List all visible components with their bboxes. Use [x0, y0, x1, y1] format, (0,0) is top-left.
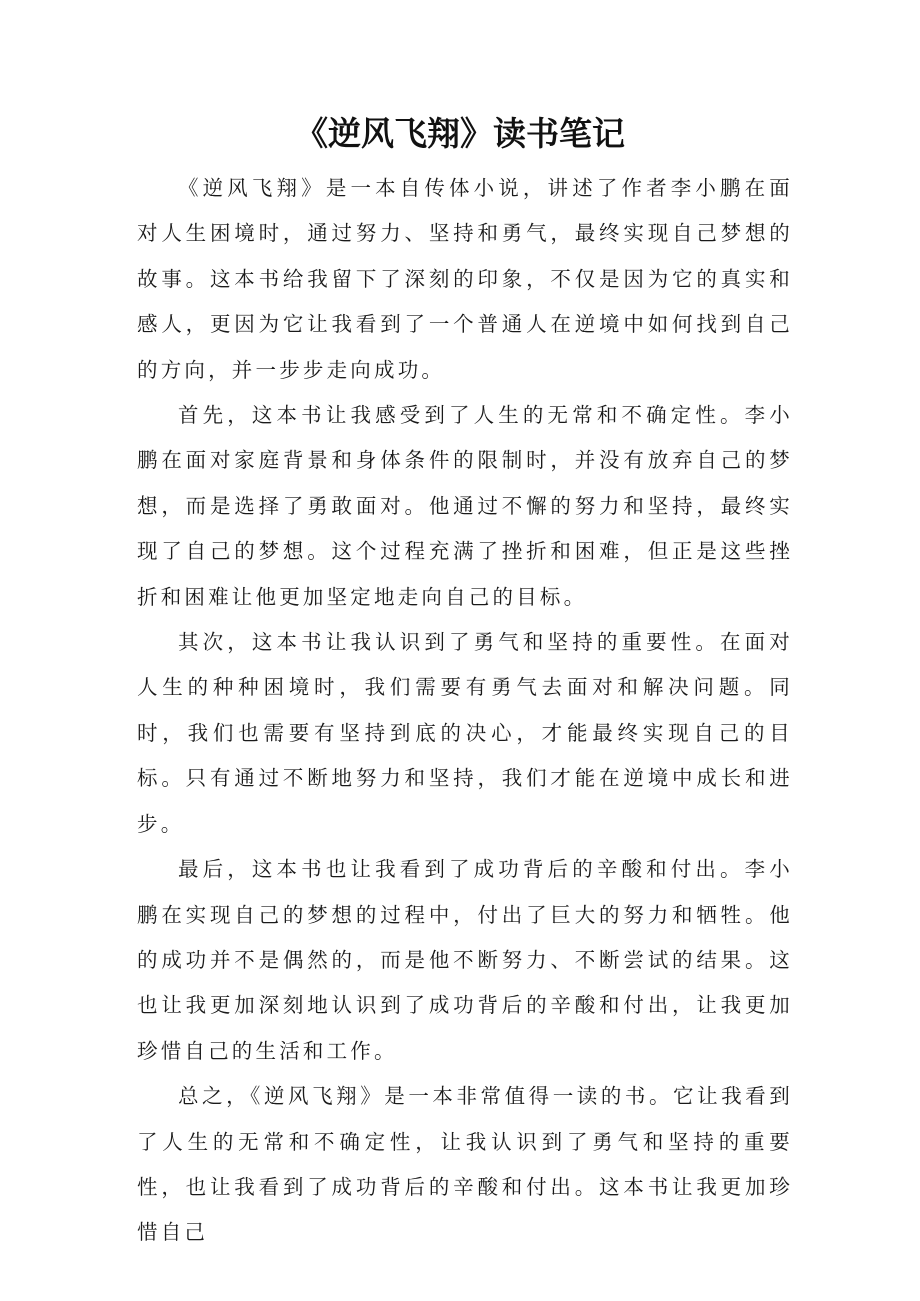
- paragraph-first: 首先，这本书让我感受到了人生的无常和不确定性。李小鹏在面对家庭背景和身体条件的限制时，并没有放弃自己的梦想，而是选择了勇敢面对。他通过不懈的努力和坚持，最终实现了自己的梦想。这个过程充满了挫折和困难，但正是这些挫折和困难让他更加坚定地走向自己的目标。: [137, 403, 793, 609]
- document-body: [137, 166, 793, 1256]
- paragraph-intro: 《逆风飞翔》是一本自传体小说，讲述了作者李小鹏在面对人生困境时，通过努力、坚持和勇气，最终实现自己梦想的故事。这本书给我留下了深刻的印象，不仅是因为它的真实和感人，更因为它让我看到了一个普通人在逆境中如何找到自己的方向，并一步步走向成功。: [137, 176, 793, 382]
- document-title: 《逆风飞翔》读书笔记: [295, 114, 625, 153]
- paragraph-second: 其次，这本书让我认识到了勇气和坚持的重要性。在面对人生的种种困境时，我们需要有勇气去面对和解决问题。同时，我们也需要有坚持到底的决心，才能最终实现自己的目标。只有通过不断地努力和坚持，我们才能在逆境中成长和进步。: [137, 630, 793, 836]
- paragraph-last: 最后，这本书也让我看到了成功背后的辛酸和付出。李小鹏在实现自己的梦想的过程中，付出了巨大的努力和牺牲。他的成功并不是偶然的，而是他不断努力、不断尝试的结果。这也让我更加深刻地认识到了成功背后的辛酸和付出，让我更加珍惜自己的生活和工作。: [137, 857, 793, 1063]
- paragraph-conclusion: 总之，《逆风飞翔》是一本非常值得一读的书。它让我看到了人生的无常和不确定性，让我认识到了勇气和坚持的重要性，也让我看到了成功背后的辛酸和付出。这本书让我更加珍惜自己: [137, 1084, 793, 1245]
